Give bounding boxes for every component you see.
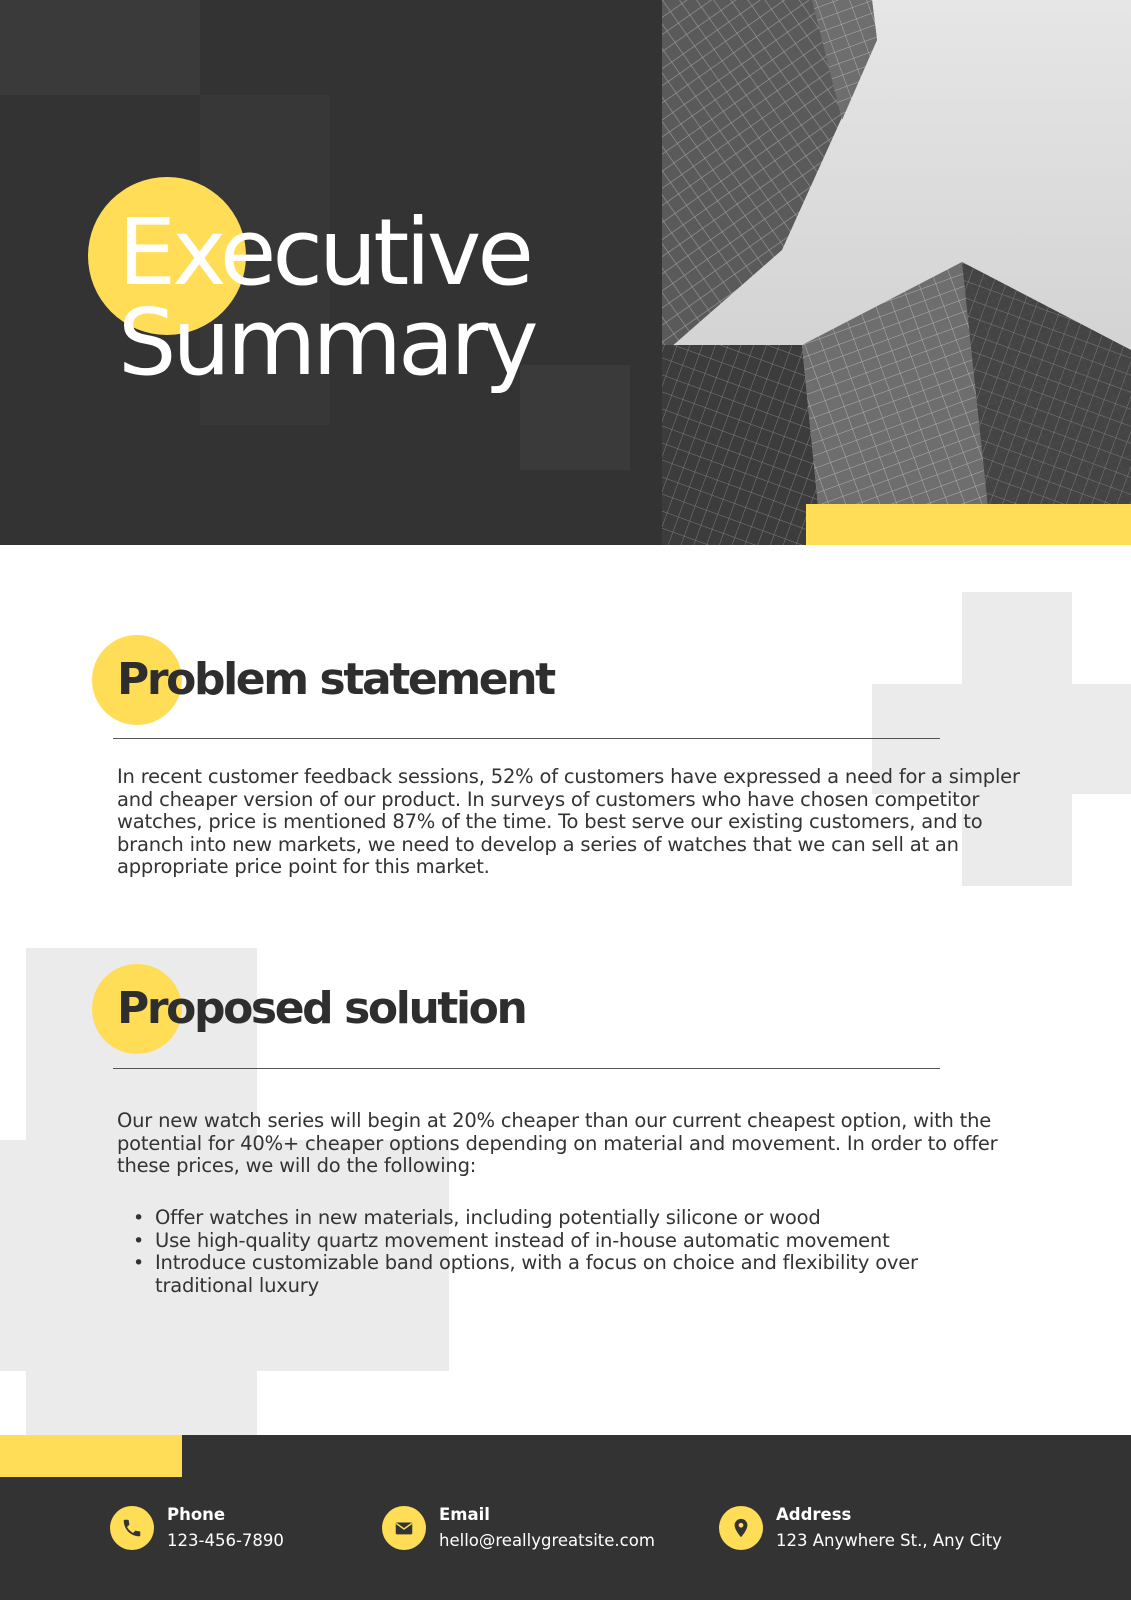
map-pin-icon: [719, 1506, 763, 1550]
buildings-photo: [662, 0, 1131, 545]
title-line-2: Summary: [118, 289, 535, 396]
contact-address: [719, 1503, 1049, 1563]
contact-email: [382, 1503, 682, 1563]
solution-text: Our new watch series will begin at 20% cheaper than our current cheapest option, with the potential for 40%+ cheaper options depending on material and movement. In order to offer these prices, we will do the following:: [117, 1109, 998, 1178]
header-shade: [520, 365, 630, 470]
photo-accent-bar: [806, 504, 1131, 545]
email-label: Email: [439, 1505, 490, 1524]
list-item: [117, 1230, 997, 1253]
problem-text: In recent customer feedback sessions, 52% of customers have expressed a need for a simpler and cheaper version of our product. In surveys of customers who have chosen competitor watches, price is mentioned 87% of the time. To best serve our existing customers, and to branch into new markets, we need to develop a series of watches that we can sell at an appropriate price point for this market.: [117, 765, 1020, 879]
header-panel: [0, 0, 662, 545]
phone-label: Phone: [167, 1505, 226, 1524]
footer-accent-bar: [0, 1435, 182, 1477]
list-item: [117, 1252, 997, 1297]
list-item-text: Offer watches in new materials, including potentially silicone or wood: [155, 1206, 821, 1229]
bullet-marker: •: [133, 1252, 145, 1275]
page-title: [118, 199, 535, 396]
solution-bullet-list: [117, 1207, 997, 1297]
list-item: [117, 1207, 997, 1230]
phone-icon: [110, 1506, 154, 1550]
email-value[interactable]: hello@reallygreatsite.com: [439, 1531, 655, 1550]
divider: [113, 1068, 940, 1069]
header-shade: [0, 0, 200, 95]
address-label: Address: [776, 1505, 852, 1524]
list-item-text: Introduce customizable band options, with a focus on choice and flexibility over traditional luxury: [155, 1251, 918, 1297]
contact-phone: [110, 1503, 340, 1563]
bullet-marker: •: [133, 1229, 145, 1252]
list-item-text: Use high-quality quartz movement instead of in-house automatic movement: [155, 1228, 890, 1252]
divider: [113, 738, 940, 739]
solution-heading: Proposed solution: [117, 983, 526, 1034]
problem-heading: Problem statement: [117, 654, 554, 705]
title-line-1: Executive: [118, 199, 530, 306]
address-value: 123 Anywhere St., Any City: [776, 1531, 1002, 1550]
phone-value[interactable]: 123-456-7890: [167, 1531, 284, 1550]
envelope-icon: [382, 1506, 426, 1550]
bullet-marker: •: [133, 1207, 145, 1229]
